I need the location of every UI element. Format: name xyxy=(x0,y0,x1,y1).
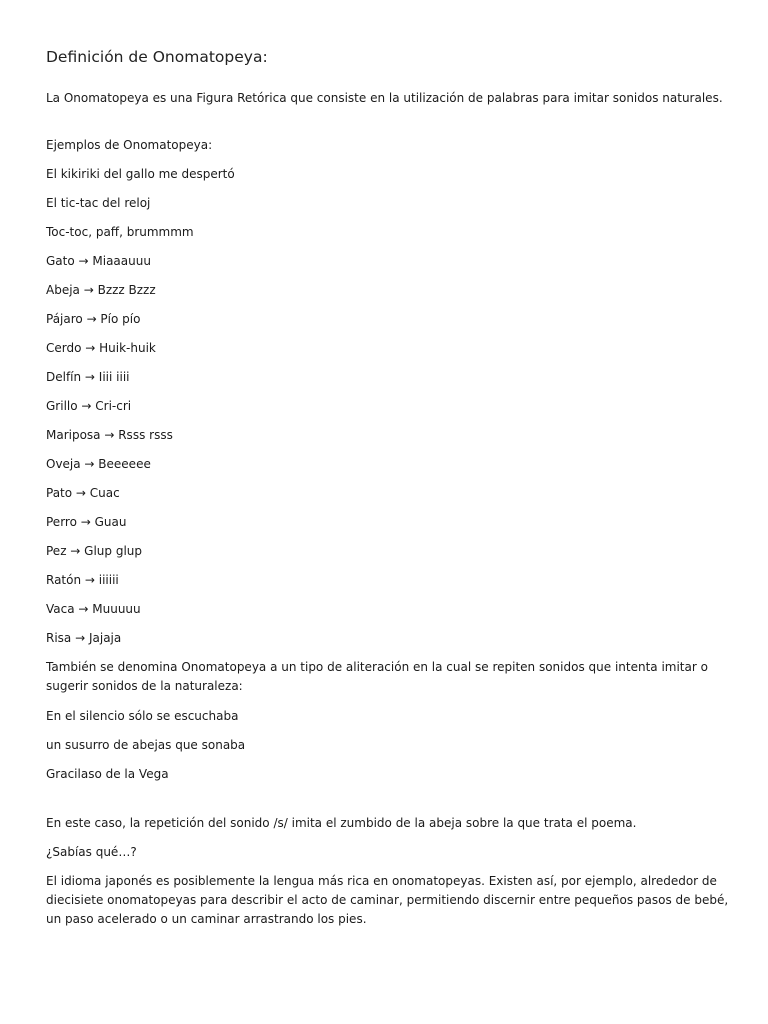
example-item: Toc-toc, paff, brummmm xyxy=(46,225,194,239)
poem-line: En el silencio sólo se escuchaba xyxy=(46,709,239,723)
example-item: El kikiriki del gallo me despertó xyxy=(46,167,235,181)
example-item: Oveja → Beeeeee xyxy=(46,457,151,471)
example-item: Pájaro → Pío pío xyxy=(46,312,141,326)
example-item: Delfín → Iiii iiii xyxy=(46,370,130,384)
aliteration-paragraph: También se denomina Onomatopeya a un tipo de aliteración en la cual se repiten sonidos que intenta imitar o sugerir sonidos de la naturaleza: xyxy=(46,660,708,693)
example-item: Abeja → Bzzz Bzzz xyxy=(46,283,156,297)
poem-line: un susurro de abejas que sonaba xyxy=(46,738,246,752)
document-title: Definición de Onomatopeya: xyxy=(46,48,268,66)
explanation-text: En este caso, la repetición del sonido /s/ imita el zumbido de la abeja sobre la que trata el poema. xyxy=(46,816,637,830)
example-item: Risa → Jajaja xyxy=(46,631,122,645)
japanese-paragraph: El idioma japonés es posiblemente la lengua más rica en onomatopeyas. Existen así, por ejemplo, alrededor de diecisiete onomatopeyas para describir el acto de caminar, permitiendo discernir entre pequeños pasos de bebé, un paso acelerado o un caminar arrastrando los pies. xyxy=(46,874,729,926)
intro-text: La Onomatopeya es una Figura Retórica que consiste en la utilización de palabras para imitar sonidos naturales. xyxy=(46,91,723,105)
example-item: El tic-tac del reloj xyxy=(46,196,151,210)
examples-heading: Ejemplos de Onomatopeya: xyxy=(46,138,213,152)
example-item: Mariposa → Rsss rsss xyxy=(46,428,173,442)
example-item: Ratón → iiiiii xyxy=(46,573,119,587)
poem-author: Gracilaso de la Vega xyxy=(46,767,169,781)
example-item: Grillo → Cri-cri xyxy=(46,399,132,413)
example-item: Cerdo → Huik-huik xyxy=(46,341,156,355)
example-item: Vaca → Muuuuu xyxy=(46,602,141,616)
example-item: Pez → Glup glup xyxy=(46,544,143,558)
example-item: Gato → Miaaauuu xyxy=(46,254,151,268)
example-item: Pato → Cuac xyxy=(46,486,120,500)
example-item: Perro → Guau xyxy=(46,515,127,529)
did-you-know-heading: ¿Sabías qué…? xyxy=(46,845,137,859)
